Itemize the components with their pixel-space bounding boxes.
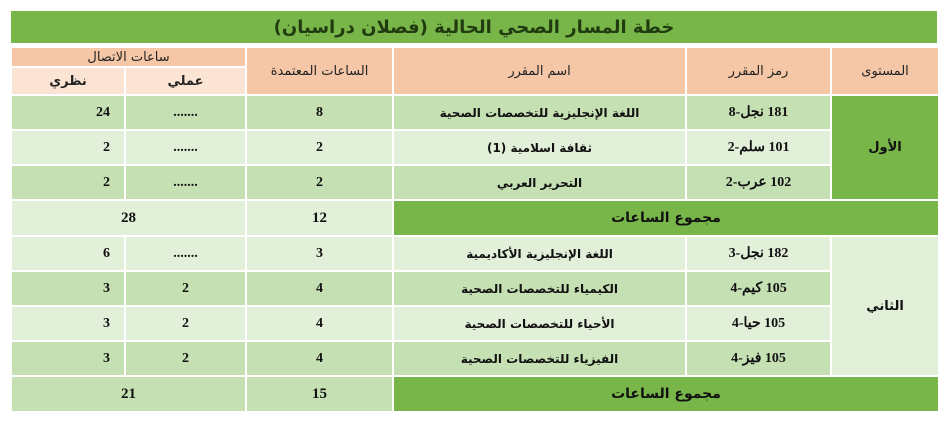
theory-cell: 2 [11,130,125,165]
course-name-cell: الكيمياء للتخصصات الصحية [393,271,686,306]
course-code-cell: 105 كيم-4 [686,271,831,306]
plan-table [10,46,940,413]
course-code-cell: 105 فيز-4 [686,341,831,376]
course-name-cell: اللغة الإنجليزية الأكاديمية [393,236,686,271]
credits-cell: 4 [246,271,393,306]
total-contact-hours: 21 [11,376,246,412]
course-code-cell: 101 سلم-2 [686,130,831,165]
practical-cell: 2 [125,271,246,306]
table-row [11,165,939,200]
course-name-cell: التحرير العربي [393,165,686,200]
table-row [11,271,939,306]
table-row [11,130,939,165]
course-code-cell: 102 عرب-2 [686,165,831,200]
table-row [11,306,939,341]
header-course-code: رمز المقرر [686,47,831,95]
total-label: مجموع الساعات [393,200,939,236]
course-name-cell: اللغة الإنجليزية للتخصصات الصحية [393,95,686,130]
table-row [11,341,939,376]
course-name-cell: الأحياء للتخصصات الصحية [393,306,686,341]
practical-cell: 2 [125,341,246,376]
table-row [11,236,939,271]
practical-cell: ....... [125,165,246,200]
total-row [11,376,939,412]
credits-cell: 8 [246,95,393,130]
total-credit-hours: 12 [246,200,393,236]
header-practical: عملي [125,67,246,95]
header-theory: نظري [11,67,125,95]
total-label: مجموع الساعات [393,376,939,412]
theory-cell: 3 [11,306,125,341]
practical-cell: ....... [125,130,246,165]
theory-cell: 3 [11,341,125,376]
course-code-cell: 105 حيا-4 [686,306,831,341]
credits-cell: 2 [246,165,393,200]
practical-cell: ....... [125,236,246,271]
theory-cell: 3 [11,271,125,306]
level-label: الأول [831,95,939,200]
theory-cell: 2 [11,165,125,200]
table-row [11,95,939,130]
header-course-name: اسم المقرر [393,47,686,95]
credits-cell: 3 [246,236,393,271]
total-credit-hours: 15 [246,376,393,412]
header-credit-hours: الساعات المعتمدة [246,47,393,95]
total-row [11,200,939,236]
header-contact-hours: ساعات الاتصال [11,47,246,67]
header-level: المستوى [831,47,939,95]
theory-cell: 24 [11,95,125,130]
level-label: الثاني [831,236,939,376]
theory-cell: 6 [11,236,125,271]
credits-cell: 2 [246,130,393,165]
page-title: خطة المسار الصحي الحالية (فصلان دراسيان) [10,10,938,44]
course-name-cell: الفيزياء للتخصصات الصحية [393,341,686,376]
credits-cell: 4 [246,306,393,341]
course-name-cell: ثقافة اسلامية (1) [393,130,686,165]
total-contact-hours: 28 [11,200,246,236]
course-code-cell: 182 نجل-3 [686,236,831,271]
credits-cell: 4 [246,341,393,376]
practical-cell: 2 [125,306,246,341]
course-code-cell: 181 نجل-8 [686,95,831,130]
practical-cell: ....... [125,95,246,130]
